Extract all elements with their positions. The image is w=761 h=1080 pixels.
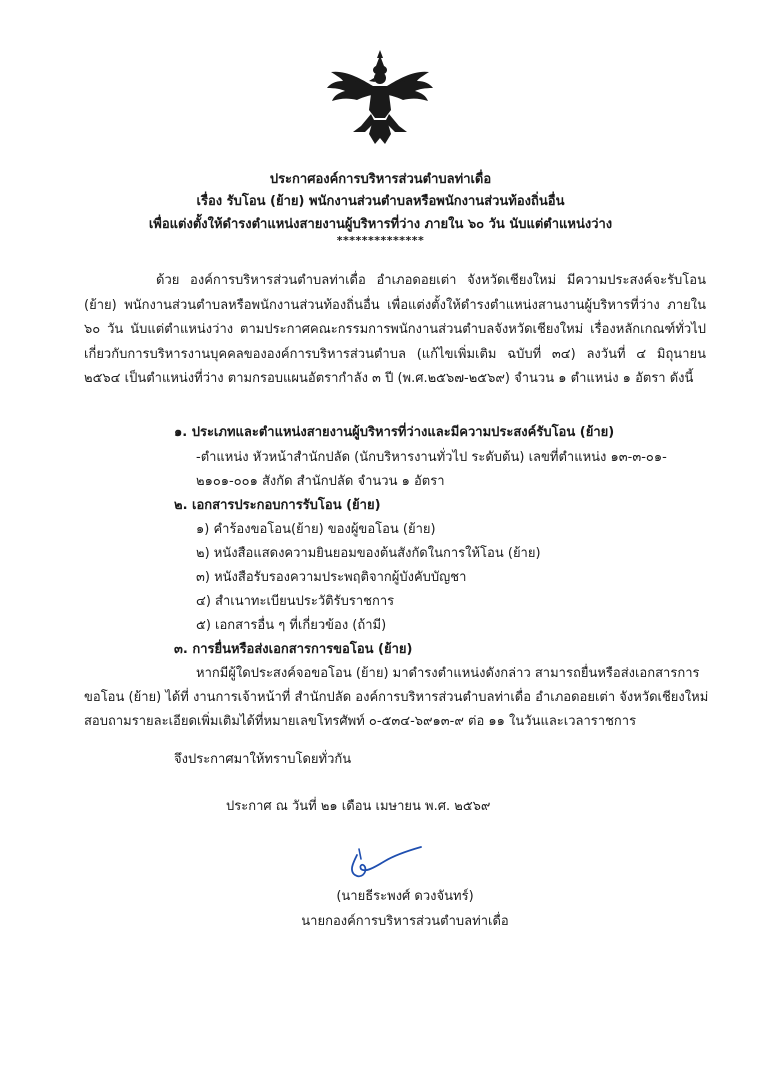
signature-icon — [335, 843, 425, 883]
section-3-text-continued: ขอโอน (ย้าย) ได้ที่ งานการเจ้าหน้าที่ สำนักปลัด องค์การบริหารส่วนตำบลท่าเดื่อ อำเภอดอยเต่า จังหวัดเชียงใหม่ — [84, 690, 709, 705]
section-1-detail-continued: ๒๑๐๑-๐๐๑ สังกัด สำนักปลัด จำนวน ๑ อัตรา — [196, 474, 445, 489]
section-3-contact: สอบถามรายละเอียดเพิ่มเติมได้ที่หมายเลขโทรศัพท์ ๐-๕๓๔-๖๙๑๓-๙ ต่อ ๑๑ ในวันและเวลาราชการ — [84, 714, 637, 729]
section-1-heading: ๑. ประเภทและตำแหน่งสายงานผู้บริหารที่ว่างและมีความประสงค์รับโอน (ย้าย) — [174, 425, 615, 440]
list-item: ๒) หนังสือแสดงความยินยอมของต้นสังกัดในการให้โอน (ย้าย) — [196, 546, 541, 561]
separator: ************** — [336, 234, 425, 247]
section-3-text: หากมีผู้ใดประสงค์จอขอโอน (ย้าย) มาดำรงตำแหน่งดังกล่าว สามารถยื่นหรือส่งเอกสารการ — [196, 666, 700, 681]
announcement-title: ประกาศองค์การบริหารส่วนตำบลท่าเดื่อ — [269, 172, 492, 187]
list-item: ๔) สำเนาทะเบียนประวัติรับราชการ — [196, 594, 395, 609]
closing-statement: จึงประกาศมาให้ทราบโดยทั่วกัน — [174, 752, 352, 767]
announcement-date: ประกาศ ณ วันที่ ๒๑ เดือน เมษายน พ.ศ. ๒๕๖๙ — [226, 799, 491, 814]
section-1-detail: -ตำแหน่ง หัวหน้าสำนักปลัด (นักบริหารงานทั่วไป ระดับต้น) เลขที่ตำแหน่ง ๑๓-๓-๐๑- — [196, 450, 667, 465]
section-3-heading: ๓. การยื่นหรือส่งเอกสารการขอโอน (ย้าย) — [174, 642, 413, 657]
section-2-heading: ๒. เอกสารประกอบการรับโอน (ย้าย) — [174, 498, 381, 513]
garuda-emblem-icon — [325, 48, 435, 148]
signer-title: นายกองค์การบริหารส่วนตำบลท่าเดื่อ — [301, 914, 509, 929]
list-item: ๑) คำร้องขอโอน(ย้าย) ของผู้ขอโอน (ย้าย) — [196, 522, 436, 537]
list-item: ๕) เอกสารอื่น ๆ ที่เกี่ยวข้อง (ถ้ามี) — [196, 618, 387, 633]
list-item: ๓) หนังสือรับรองความประพฤติจากผู้บังคับบัญชา — [196, 570, 467, 585]
signer-name: (นายธีระพงศ์ ดวงจันทร์) — [336, 889, 474, 904]
subject-line-continued: เพื่อแต่งตั้งให้ดำรงตำแหน่งสายงานผู้บริหารที่ว่าง ภายใน ๖๐ วัน นับแต่ตำแหน่งว่าง — [148, 217, 613, 232]
intro-paragraph: ด้วย องค์การบริหารส่วนตำบลท่าเดื่อ อำเภอดอยเต่า จังหวัดเชียงใหม่ มีความประสงค์จะรับโอน (ย้าย) พนักงานส่วนตำบลหรือพนักงานส่วนท้องถิ่นอื่น เพื่อแต่งตั้งให้ดำรงตำแหน่งสานงานผู้บริหารที่ว่าง ภายใน ๖๐ วัน นับแต่ตำแหน่งว่าง ตามประกาศคณะกรรมการพนักงานส่วนตำบลจังหวัดเชียงใหม่ เรื่องหลักเกณฑ์ทั่วไปเกี่ยวกับการบริหารงานบุคคลขององค์การบริหารส่วนตำบล (แก้ไขเพิ่มเติม ฉบับที่ ๓๔) ลงวันที่ ๔ มิถุนายน ๒๕๖๔ เป็นตำแหน่งที่ว่าง ตามกรอบแผนอัตรากำลัง ๓ ปี (พ.ศ.๒๕๖๗-๒๕๖๙) จำนวน ๑ ตำแหน่ง ๑ อัตรา ดังนี้ — [84, 273, 706, 386]
subject-line: เรื่อง รับโอน (ย้าย) พนักงานส่วนตำบลหรือพนักงานส่วนท้องถิ่นอื่น — [196, 194, 565, 209]
